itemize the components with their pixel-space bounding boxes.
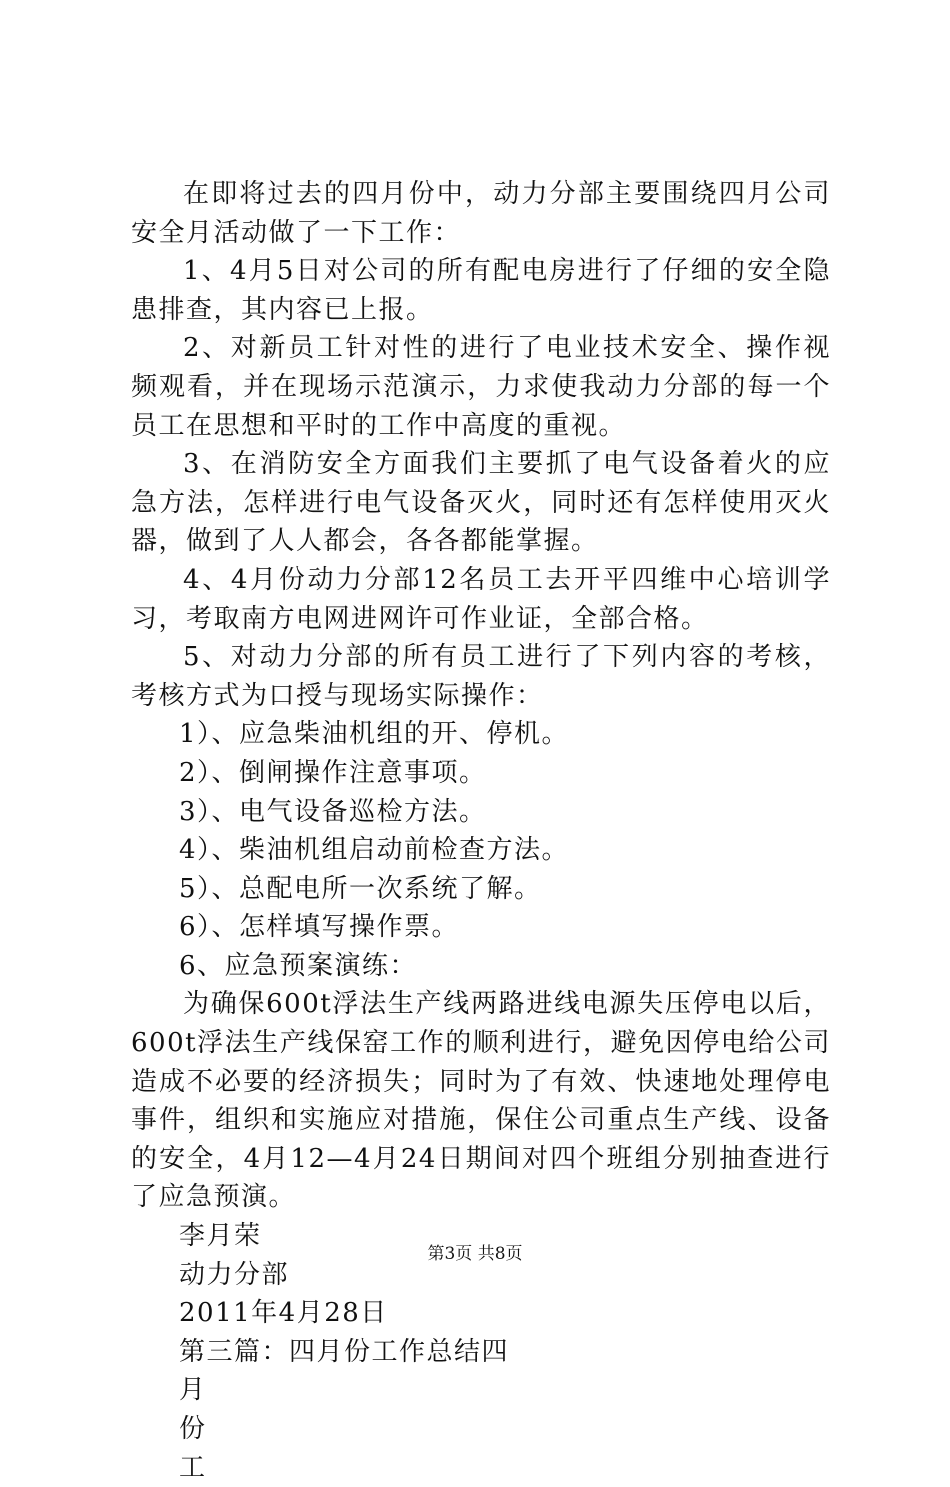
next-section-title: 第三篇：四月份工作总结四 <box>179 1336 510 1367</box>
sub-item-4: 4）、柴油机组启动前检查方法。 <box>179 835 570 866</box>
item-4-paragraph: 4、4月份动力分部12名员工去开平四维中心培训学习，考取南方电网进网许可作业证，全部合格。 <box>131 564 831 634</box>
signature-name: 李月荣 <box>179 1221 262 1252</box>
sub-item-2: 2）、倒闸操作注意事项。 <box>179 757 487 788</box>
item-3-paragraph: 3、在消防安全方面我们主要抓了电气设备着火的应急方法，怎样进行电气设备灭火，同时还有怎样使用灭火器，做到了人人都会，各各都能掌握。 <box>131 449 831 557</box>
item-6-title: 6、应急预案演练： <box>179 950 418 981</box>
vertical-char-2: 份 <box>179 1414 207 1444</box>
item-6-paragraph: 为确保600t浮法生产线两路进线电源失压停电以后，600t浮法生产线保窑工作的顺利进行，避免因停电给公司造成不必要的经济损失；同时为了有效、快速地处理停电事件，组织和实施应对措施，保住公司重点生产线、设备的安全，4月12—4月24日期间对四个班组分别抽查进行了应急预演。 <box>131 989 831 1213</box>
item-2-paragraph: 2、对新员工针对性的进行了电业技术安全、操作视频观看，并在现场示范演示，力求使我动力分部的每一个员工在思想和平时的工作中高度的重视。 <box>131 333 831 441</box>
intro-paragraph: 在即将过去的四月份中，动力分部主要围绕四月公司安全月活动做了一下工作： <box>131 179 831 248</box>
sub-item-5: 5）、总配电所一次系统了解。 <box>179 873 542 904</box>
document-body <box>131 175 831 1487</box>
item-5-paragraph: 5、对动力分部的所有员工进行了下列内容的考核，考核方式为口授与现场实际操作： <box>131 642 831 711</box>
sub-item-3: 3）、电气设备巡检方法。 <box>179 796 487 827</box>
vertical-char-3: 工 <box>179 1452 207 1483</box>
page-number: 第3页 共8页 <box>427 1244 523 1264</box>
signature-date: 2011年4月28日 <box>179 1298 388 1329</box>
page-footer <box>0 1242 950 1266</box>
sub-item-1: 1）、应急柴油机组的开、停机。 <box>179 719 570 750</box>
vertical-char-1: 月 <box>179 1375 207 1406</box>
item-1-paragraph: 1、4月5日对公司的所有配电房进行了仔细的安全隐患排查，其内容已上报。 <box>131 256 831 325</box>
sub-item-6: 6）、怎样填写操作票。 <box>179 912 460 943</box>
signature-department: 动力分部 <box>179 1259 290 1290</box>
